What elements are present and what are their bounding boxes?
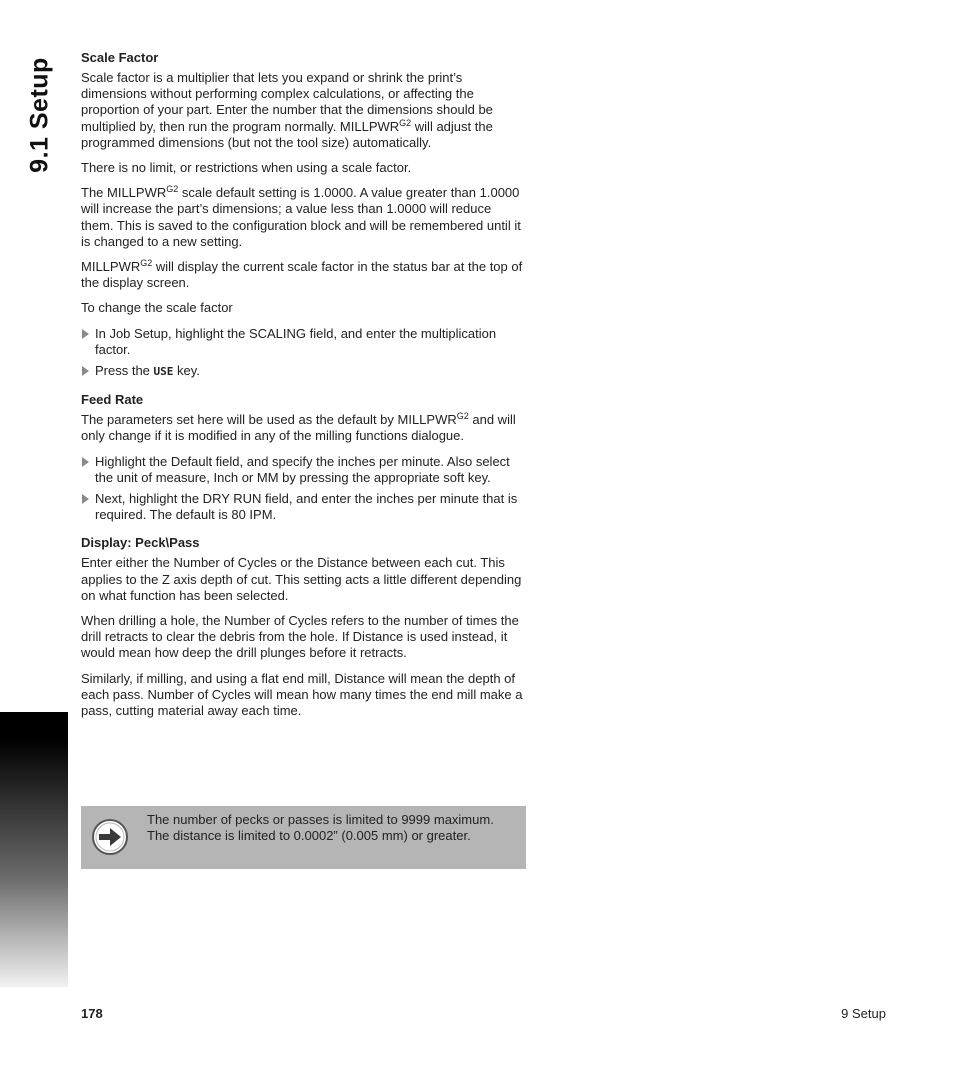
section-heading-scale-factor: Scale Factor bbox=[81, 50, 159, 65]
page-number: 178 bbox=[81, 1006, 103, 1021]
section-scale-factor bbox=[81, 50, 524, 380]
section-display-peck-pass bbox=[81, 535, 524, 719]
footer-chapter: 9 Setup bbox=[841, 1006, 886, 1021]
superscript-g2: G2 bbox=[140, 258, 153, 269]
page-content bbox=[81, 50, 524, 731]
text-span: The parameters set here will be used as the default by MILLPWR bbox=[81, 412, 457, 428]
section-heading-feed-rate: Feed Rate bbox=[81, 392, 144, 408]
note-text: The number of pecks or passes is limited to 9999 maximum. The distance is limited to 0.0002” (0.005 mm) or greater. bbox=[147, 812, 494, 844]
text-span: will adjust the programmed dimensions (but not the tool size) automatically. bbox=[81, 118, 493, 150]
section-feed-rate bbox=[81, 392, 524, 523]
text-span: and will only change if it is modified in any of the milling functions dialogue. bbox=[81, 412, 516, 444]
side-gradient-bar bbox=[0, 712, 68, 987]
bullet-triangle-icon bbox=[82, 494, 89, 504]
display-paragraph-1: Enter either the Number of Cycles or the Distance between each cut. This applies to the Z axis depth of cut. This setting acts a little different depending on what function has been selected. bbox=[81, 555, 522, 603]
display-paragraph-2: When drilling a hole, the Number of Cycles refers to the number of times the drill retracts to clear the debris from the hole. If Distance is used instead, it would mean how deep the drill plunges before it retracts. bbox=[81, 613, 519, 661]
list-item-text: Highlight the Default field, and specify the inches per minute. Also select the unit of measure, Inch or MM by pressing the appropriate soft key. bbox=[95, 453, 510, 485]
feed-paragraph-1 bbox=[81, 412, 524, 444]
list-item bbox=[81, 363, 524, 380]
display-paragraph-3: Similarly, if milling, and using a flat end mill, Distance will mean the depth of each pass. Number of Cycles will mean how many times the end mill make a pass, cutting material away each time. bbox=[81, 670, 523, 719]
bullet-triangle-icon bbox=[82, 329, 89, 339]
text-span: The MILLPWR bbox=[81, 185, 167, 201]
scale-paragraph-4 bbox=[81, 259, 524, 291]
superscript-g2: G2 bbox=[456, 411, 469, 422]
text-span: scale default setting is 1.0000. A value greater than 1.0000 will increase the part’s dimensions; a value less than 1.0000 will reduce them. This is saved to the configuration block and will be remembered until it is changed to a new setting. bbox=[81, 185, 521, 249]
arrow-right-circle-icon bbox=[91, 818, 129, 856]
text-span: Scale factor is a multiplier that lets you expand or shrink the print’s dimensions without performing complex calculations, or affecting the proportion of your part. Enter the number that the dimensions should be multiplied by, then run the program normally. MILLPWR bbox=[81, 70, 493, 134]
bullet-triangle-icon bbox=[82, 366, 89, 376]
list-item bbox=[81, 491, 524, 523]
list-item-text: Press the bbox=[95, 363, 154, 379]
key-label-use: USE bbox=[153, 365, 174, 379]
list-item-text: Next, highlight the DRY RUN field, and enter the inches per minute that is required. The default is 80 IPM. bbox=[95, 491, 518, 523]
text-span: will display the current scale factor in the status bar at the top of the display screen. bbox=[81, 259, 523, 291]
bullet-triangle-icon bbox=[82, 457, 89, 467]
superscript-g2: G2 bbox=[399, 117, 412, 128]
scale-paragraph-1 bbox=[81, 70, 524, 151]
side-chapter-title-text: 9.1 Setup bbox=[25, 57, 54, 173]
scale-paragraph-5: To change the scale factor bbox=[81, 300, 233, 316]
list-item-text: In Job Setup, highlight the SCALING field, and enter the multiplication factor. bbox=[95, 325, 497, 357]
text-span: MILLPWR bbox=[81, 259, 141, 275]
side-chapter-title bbox=[18, 50, 62, 180]
note-box bbox=[81, 806, 526, 869]
scale-paragraph-2: There is no limit, or restrictions when using a scale factor. bbox=[81, 160, 412, 176]
list-item bbox=[81, 326, 524, 358]
list-item-text: key. bbox=[173, 363, 200, 379]
scale-paragraph-3 bbox=[81, 185, 524, 250]
superscript-g2: G2 bbox=[166, 184, 179, 195]
list-item bbox=[81, 454, 524, 486]
section-heading-display-peck-pass: Display: Peck\Pass bbox=[81, 535, 200, 551]
